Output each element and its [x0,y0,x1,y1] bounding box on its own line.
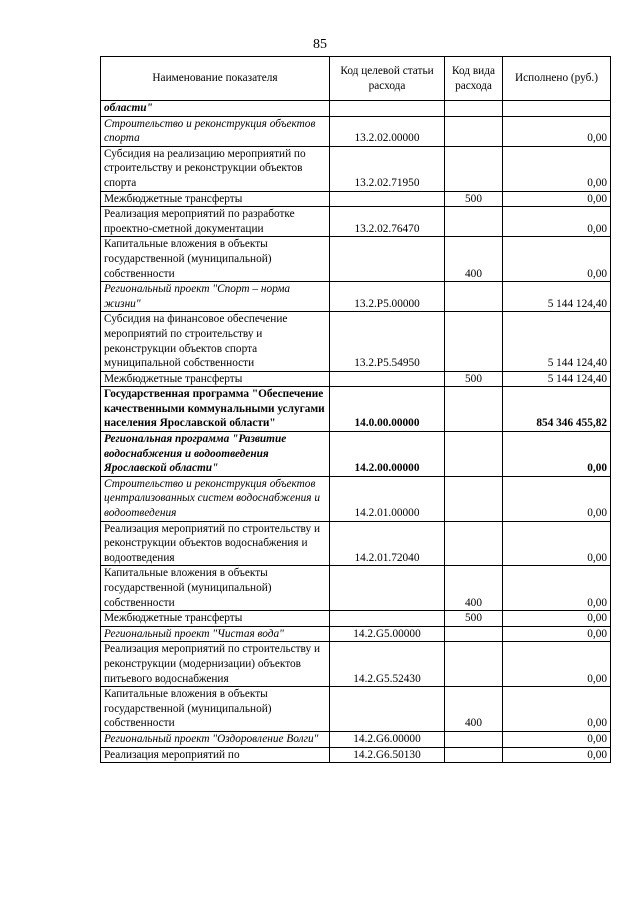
table-row [101,642,611,687]
expense-type-cell [445,626,503,642]
amount-cell: 0,00 [503,116,611,146]
target-code-cell: 14.0.00.00000 [330,387,445,432]
indicator-name-cell: Государственная программа "Обеспечение качественными коммунальными услугами населения Ярославской области" [101,387,330,432]
amount-cell: 0,00 [503,566,611,611]
amount-cell: 0,00 [503,191,611,207]
indicator-name-cell: Региональный проект "Чистая вода" [101,626,330,642]
table-row [101,521,611,566]
target-code-cell: 13.2.P5.54950 [330,312,445,371]
table-row [101,207,611,237]
amount-cell: 5 144 124,40 [503,282,611,312]
amount-cell [503,101,611,117]
target-code-cell: 14.2.G6.50130 [330,747,445,763]
table-row [101,687,611,732]
expense-type-cell [445,116,503,146]
amount-cell: 0,00 [503,687,611,732]
indicator-name-cell: Реализация мероприятий по строительству и реконструкции (модернизации) объектов питьевого водоснабжения [101,642,330,687]
target-code-cell [330,611,445,627]
amount-cell: 0,00 [503,731,611,747]
expense-type-cell [445,476,503,521]
indicator-name-cell: Капитальные вложения в объекты государственной (муниципальной) собственности [101,687,330,732]
indicator-name-cell: Межбюджетные трансферты [101,611,330,627]
target-code-cell [330,101,445,117]
expense-type-cell [445,282,503,312]
expense-type-cell: 500 [445,371,503,387]
indicator-name-cell: Субсидия на реализацию мероприятий по строительству и реконструкции объектов спорта [101,146,330,191]
expense-type-cell [445,146,503,191]
table-row [101,237,611,282]
target-code-cell: 14.2.G5.52430 [330,642,445,687]
expense-type-cell: 500 [445,191,503,207]
table-row [101,101,611,117]
amount-cell: 5 144 124,40 [503,312,611,371]
amount-cell: 0,00 [503,642,611,687]
indicator-name-cell: Межбюджетные трансферты [101,191,330,207]
amount-cell: 0,00 [503,521,611,566]
expense-type-cell [445,747,503,763]
table-row [101,191,611,207]
table-row [101,747,611,763]
page-number: 85 [313,37,327,52]
table-row [101,116,611,146]
table-row [101,611,611,627]
indicator-name-cell: Строительство и реконструкция объектов централизованных систем водоснабжения и водоотведения [101,476,330,521]
target-code-cell: 14.2.G6.00000 [330,731,445,747]
amount-cell: 0,00 [503,207,611,237]
header-target-code: Код целевой статьи расхода [330,57,445,101]
indicator-name-cell: Строительство и реконструкция объектов спорта [101,116,330,146]
target-code-cell: 13.2.02.76470 [330,207,445,237]
target-code-cell: 13.2.02.71950 [330,146,445,191]
indicator-name-cell: Капитальные вложения в объекты государственной (муниципальной) собственности [101,566,330,611]
amount-cell: 0,00 [503,747,611,763]
amount-cell: 0,00 [503,432,611,477]
table-row [101,476,611,521]
table-row [101,731,611,747]
table-row [101,282,611,312]
budget-table [100,56,611,763]
amount-cell: 0,00 [503,146,611,191]
target-code-cell: 14.2.01.00000 [330,476,445,521]
target-code-cell: 13.2.02.00000 [330,116,445,146]
indicator-name-cell: Капитальные вложения в объекты государственной (муниципальной) собственности [101,237,330,282]
amount-cell: 0,00 [503,237,611,282]
target-code-cell [330,566,445,611]
expense-type-cell [445,432,503,477]
expense-type-cell: 400 [445,566,503,611]
amount-cell: 854 346 455,82 [503,387,611,432]
expense-type-cell [445,387,503,432]
target-code-cell: 13.2.P5.00000 [330,282,445,312]
amount-cell: 5 144 124,40 [503,371,611,387]
indicator-name-cell: Региональная программа "Развитие водоснабжения и водоотведения Ярославской области" [101,432,330,477]
target-code-cell: 14.2.01.72040 [330,521,445,566]
expense-type-cell [445,642,503,687]
table-row [101,626,611,642]
expense-type-cell: 500 [445,611,503,627]
indicator-name-cell: Межбюджетные трансферты [101,371,330,387]
amount-cell: 0,00 [503,611,611,627]
table-row [101,146,611,191]
target-code-cell: 14.2.00.00000 [330,432,445,477]
indicator-name-cell: Реализация мероприятий по разработке проектно-сметной документации [101,207,330,237]
expense-type-cell [445,312,503,371]
expense-type-cell [445,101,503,117]
header-executed-amount: Исполнено (руб.) [503,57,611,101]
table-row [101,371,611,387]
header-indicator-name: Наименование показателя [101,57,330,101]
table-row [101,566,611,611]
target-code-cell [330,371,445,387]
indicator-name-cell: Региональный проект "Оздоровление Волги" [101,731,330,747]
indicator-name-cell: Региональный проект "Спорт – норма жизни" [101,282,330,312]
table-header-row [101,57,611,101]
expense-type-cell: 400 [445,687,503,732]
indicator-name-cell: Реализация мероприятий по строительству и реконструкции объектов водоснабжения и водоотведения [101,521,330,566]
indicator-name-cell: Субсидия на финансовое обеспечение мероприятий по строительству и реконструкции объектов спорта муниципальной собственности [101,312,330,371]
header-expense-type-code: Код вида расхода [445,57,503,101]
expense-type-cell [445,731,503,747]
expense-type-cell [445,521,503,566]
expense-type-cell: 400 [445,237,503,282]
target-code-cell [330,237,445,282]
expense-type-cell [445,207,503,237]
table-row [101,432,611,477]
amount-cell: 0,00 [503,476,611,521]
table-row [101,387,611,432]
target-code-cell: 14.2.G5.00000 [330,626,445,642]
table-row [101,312,611,371]
target-code-cell [330,687,445,732]
target-code-cell [330,191,445,207]
indicator-name-cell: области" [101,101,330,117]
amount-cell: 0,00 [503,626,611,642]
indicator-name-cell: Реализация мероприятий по [101,747,330,763]
